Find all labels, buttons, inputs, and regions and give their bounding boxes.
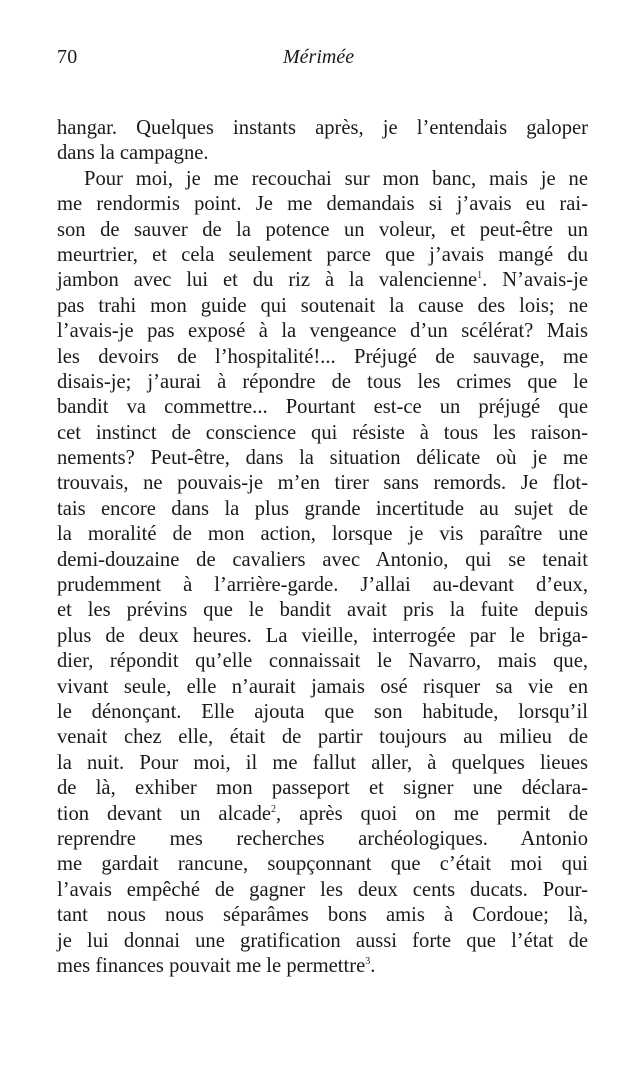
text-line: venait chez elle, était de partir toujours au milieu de [57,726,588,749]
text-line: Pour moi, je me recouchai sur mon banc, mais je ne [84,167,588,190]
text-line: son de sauver de la potence un voleur, et peut-être un [57,218,588,241]
text-line: plus de deux heures. La vieille, interrogée par le briga- [57,624,588,647]
text-line: me gardait rancune, soupçonnant que c’était moi qui [57,853,588,876]
text-line: l’avais empêché de gagner les deux cents ducats. Pour- [57,878,588,901]
text-line: disais-je; j’aurai à répondre de tous les crimes que le [57,370,588,393]
text-line: dans la campagne. [57,142,209,165]
text-line: pas trahi mon guide qui soutenait la cause des lois; ne [57,294,588,317]
text-line: prudemment à l’arrière-garde. J’allai au-devant d’eux, [57,574,588,597]
text-line: le dénonçant. Elle ajouta que son habitude, lorsqu’il [57,700,588,723]
text-line: nements? Peut-être, dans la situation délicate où je me [57,447,588,470]
text-line: les devoirs de l’hospitalité!... Préjugé de sauvage, me [57,345,588,368]
text-line: meurtrier, et cela seulement parce que j’avais mangé du [57,243,588,266]
text-line: demi-douzaine de cavaliers avec Antonio, qui se tenait [57,548,588,571]
text-line: vivant seule, elle n’aurait jamais osé risquer sa vie en [57,675,588,698]
text-line: hangar. Quelques instants après, je l’entendais galoper [57,117,588,139]
text-line-with-footnote [57,954,588,979]
footnote-ref-2[interactable]: 2 [271,803,277,815]
footnote-ref-1[interactable]: 1 [477,270,483,282]
text-line: la nuit. Pour moi, il me fallut aller, à quelques lieues [57,751,588,774]
text-line: dier, répondit qu’elle connaissait le Navarro, mais que, [57,650,588,673]
text-line: la moralité de mon action, lorsque je vis paraître une [57,523,588,546]
text-fragment: . N’avais-je [482,269,588,292]
text-line-with-footnote [57,268,588,293]
text-line: bandit va commettre... Pourtant est-ce un préjugé que [57,396,588,419]
text-line: trouvais, ne pouvais-je m’en tirer sans remords. Je flot- [57,472,588,495]
text-line: l’avais-je pas exposé à la vengeance d’un scélérat? Mais [57,320,588,343]
text-fragment: tion devant un alcade [57,802,272,825]
text-line: tant nous nous séparâmes bons amis à Cordoue; là, [57,904,588,927]
text-line: me rendormis point. Je me demandais si j’avais eu rai- [57,193,588,216]
text-line-with-footnote [57,802,588,827]
text-line: tais encore dans la plus grande incertitude au sujet de [57,497,588,520]
text-line: et les prévins que le bandit avait pris la fuite depuis [57,599,588,622]
text-fragment: jambon avec lui et du riz à la valencienne [57,269,478,292]
page-number: 70 [57,46,78,68]
page-header [57,46,587,74]
text-line: cet instinct de conscience qui résiste à tous les raison- [57,421,588,444]
running-title: Mérimée [283,46,355,68]
text-fragment: mes finances pouvait me le permettre [57,954,366,977]
text-line: de là, exhiber mon passeport et signer une déclara- [57,777,588,800]
body-text [57,116,588,979]
footnote-ref-3[interactable]: 3 [365,955,371,967]
text-fragment: , après quoi on me permit de [276,802,588,825]
text-line: reprendre mes recherches archéologiques. Antonio [57,827,588,850]
text-fragment: . [370,954,376,977]
text-line: je lui donnai une gratification aussi forte que l’état de [57,929,588,952]
